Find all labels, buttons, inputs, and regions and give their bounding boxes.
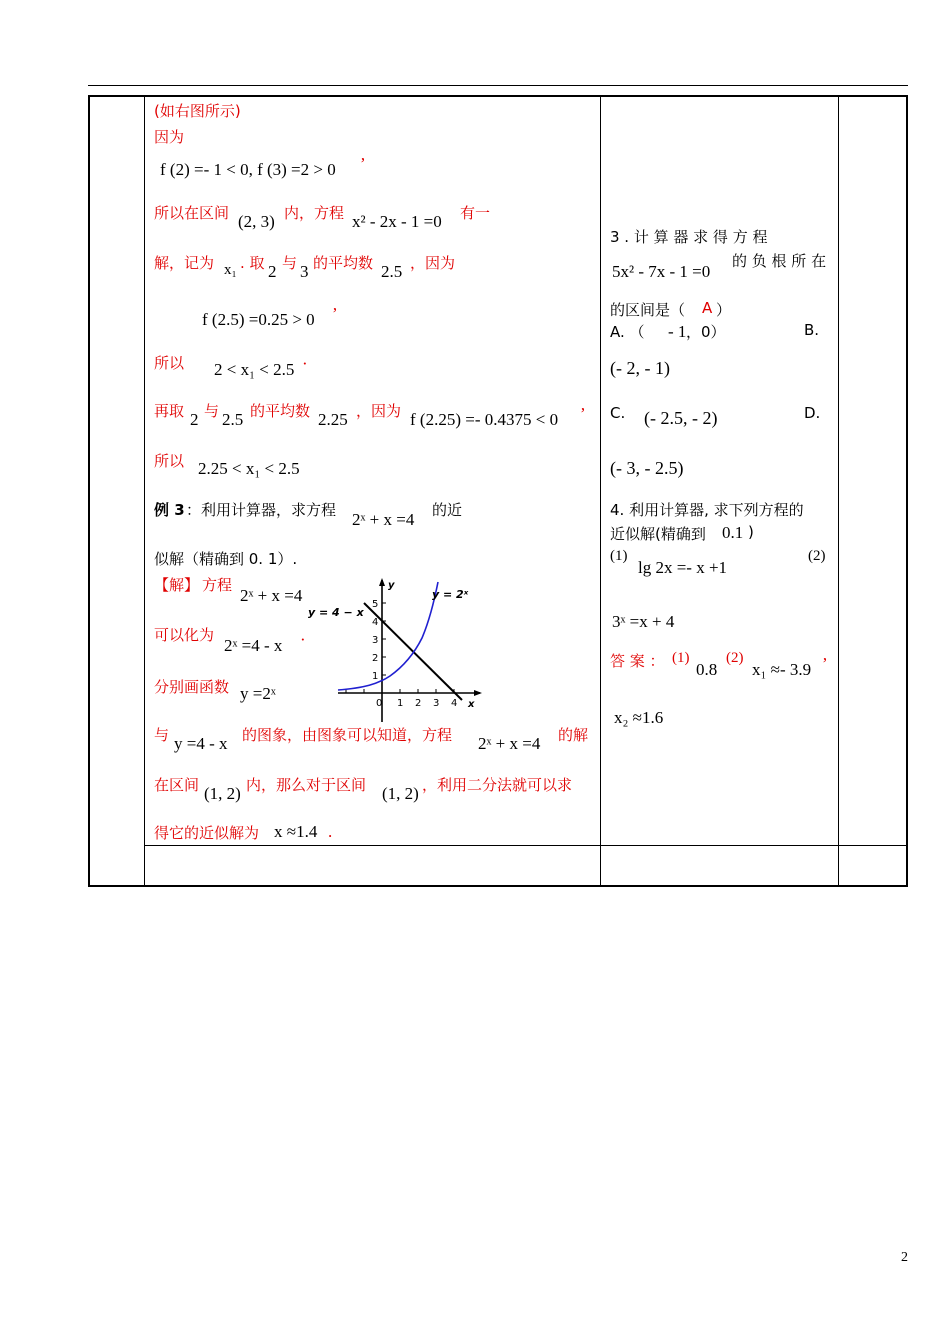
value-2: 2: [268, 262, 277, 281]
dot-mark: .: [328, 822, 333, 841]
closing-paren: ）: [716, 301, 732, 319]
option-a-rest: ，0）: [686, 323, 726, 341]
x1-symbol: x₁: [224, 262, 237, 278]
example-3-label: 例 3: [154, 501, 185, 519]
table-col-divider-2: [600, 95, 601, 887]
page-number: 2: [901, 1250, 908, 1265]
example-3-text: ：利用计算器，求方程: [186, 501, 337, 519]
table-right-border: [906, 95, 908, 887]
y-tick-4: 4: [372, 617, 379, 628]
because-label: 因为: [154, 128, 185, 146]
question-4-precision: 近似解(精确到: [610, 525, 706, 543]
func-linear: y =4 - x: [174, 734, 228, 753]
dot-mark: ·: [302, 354, 308, 373]
interval-1-2: (1, 2): [382, 784, 419, 803]
x-tick-4: 4: [451, 698, 458, 709]
in-interval-text: 在区间: [154, 776, 200, 794]
eq-lg: lg 2x =- x +1: [638, 558, 728, 577]
graph-conclusion-text: 的图象，由图象可以知道，方程: [242, 726, 453, 744]
and-text: 与: [282, 254, 298, 272]
eq-exp-sum: 2ˣ + x =4: [478, 734, 541, 753]
option-a-neg1: - 1: [668, 322, 687, 341]
question-4-text: 4. 利用计算器, 求下列方程的: [610, 501, 804, 519]
answer-label: 答 案 ：: [610, 652, 665, 670]
comma-mark: ’: [580, 404, 586, 423]
value-2-5: 2.5: [381, 262, 403, 281]
answer-item-2: (2): [726, 650, 744, 666]
value-3: 3: [300, 262, 309, 281]
table-row-divider: [144, 845, 906, 846]
precision-value: 0.1: [722, 523, 744, 542]
note-see-figure: (如右图所示): [154, 102, 241, 120]
table-col-divider-1: [144, 95, 145, 887]
y-tick-1: 1: [372, 671, 379, 682]
x-tick-1: 1: [397, 698, 404, 709]
has-one-text: 有一: [460, 204, 491, 222]
interval-is-text: 的区间是（: [610, 301, 686, 319]
label-y-4-minus-x: y = 4 − x: [308, 606, 364, 619]
closing-paren: ): [748, 523, 754, 541]
comma-mark: ’: [360, 154, 366, 173]
table-left-border: [88, 95, 90, 887]
option-b-value: (- 2, - 1): [610, 358, 670, 378]
comma-mark: ’: [332, 304, 338, 323]
take-again-text: 再取: [154, 402, 185, 420]
eq-exp-sum: 2ˣ + x =4: [352, 510, 415, 529]
func-exp: y =2ˣ: [240, 684, 276, 703]
average-text: 的平均数: [313, 254, 374, 272]
dot-mark: ·: [300, 630, 306, 649]
eq-exp-linear: 2ˣ =4 - x: [224, 636, 283, 655]
table-col-divider-3: [838, 95, 839, 887]
header-rule: [88, 85, 908, 86]
y-axis-label: y: [388, 580, 395, 591]
y-tick-3: 3: [372, 635, 379, 646]
average-text: 的平均数: [250, 402, 311, 420]
because-text: ，因为: [410, 254, 456, 272]
table-top-border: [88, 95, 908, 97]
eq-quadratic: x² - 2x - 1 =0: [352, 212, 442, 231]
ineq-2-25-2-5: 2.25 < x₁ < 2.5: [198, 459, 300, 478]
answer-a: A: [702, 299, 713, 317]
eq-5x2: 5x² - 7x - 1 =0: [612, 262, 711, 281]
graph-y-arrow: [379, 578, 385, 586]
item-1-label: (1): [610, 548, 628, 564]
for-interval-text: 内，那么对于区间: [246, 776, 367, 794]
draw-functions-text: 分别画函数: [154, 678, 230, 696]
bisection-text: ，利用二分法就可以求: [422, 776, 573, 794]
option-d-value: (- 3, - 2.5): [610, 458, 684, 478]
y-tick-2: 2: [372, 653, 379, 664]
answer-item-1: (1): [672, 650, 690, 666]
interval-2-3: (2, 3): [238, 212, 275, 231]
interval-1-2: (1, 2): [204, 784, 241, 803]
eq-f2-25: f (2.25) =- 0.4375 < 0: [410, 410, 559, 429]
equation-label: 方程: [202, 576, 233, 594]
y-tick-5: 5: [372, 599, 379, 610]
ineq-2-2-5: 2 < x₁ < 2.5: [214, 360, 295, 379]
answer-x2: x₂ ≈1.6: [614, 708, 664, 727]
transform-text: 可以化为: [154, 626, 215, 644]
curve-2-pow-x: [338, 582, 438, 690]
interval-text: 所以在区间: [154, 204, 230, 222]
value-2-5: 2.5: [222, 410, 244, 429]
option-c-label: C.: [610, 404, 626, 422]
approx-solution-text: 似解（精确到 0. 1）.: [154, 550, 298, 568]
negative-root-text: 的 负 根 所 在: [732, 252, 827, 270]
take-text: . 取: [240, 254, 265, 272]
option-a-label: A. （: [610, 323, 645, 341]
answer-0-8: 0.8: [696, 660, 718, 679]
because-text: ，因为: [356, 402, 402, 420]
eq-3x: 3ˣ =x + 4: [612, 612, 675, 631]
option-d-label: D.: [804, 404, 821, 422]
comma-mark: ’: [822, 654, 828, 673]
therefore-text: 所以: [154, 452, 185, 470]
and-text: 与: [154, 726, 170, 744]
eq-f2-5: f (2.5) =0.25 > 0: [202, 310, 315, 329]
solution-text: 解，记为: [154, 254, 215, 272]
question-3-text: 3 . 计 算 器 求 得 方 程: [610, 228, 768, 246]
result-x-1-4: x ≈1.4: [274, 822, 318, 841]
x-tick-2: 2: [415, 698, 422, 709]
x-tick-3: 3: [433, 698, 440, 709]
therefore-text: 所以: [154, 354, 185, 372]
option-c-value: (- 2.5, - 2): [644, 408, 718, 428]
label-y-2-pow-x: y = 2ˣ: [432, 588, 469, 601]
equation-label: 内，方程: [284, 204, 345, 222]
table-bottom-border: [88, 885, 908, 887]
option-b-label: B.: [804, 321, 820, 339]
answer-x1: x₁ ≈- 3.9: [752, 660, 812, 679]
eq-f2-f3: f (2) =- 1 < 0, f (3) =2 > 0: [160, 160, 336, 179]
line-4-minus-x: [364, 603, 462, 700]
solution-of-text: 的解: [558, 726, 589, 744]
solution-label: 【解】: [154, 576, 200, 594]
graph-x-arrow: [474, 690, 482, 696]
function-graph-figure: [308, 576, 484, 724]
near-text: 的近: [432, 501, 463, 519]
approx-result-text: 得它的近似解为: [154, 824, 260, 842]
eq-exp-sum: 2ˣ + x =4: [240, 586, 303, 605]
origin-label: 0: [376, 698, 383, 709]
item-2-label: (2): [808, 548, 826, 564]
value-2: 2: [190, 410, 199, 429]
x-axis-label: x: [468, 699, 475, 710]
value-2-25: 2.25: [318, 410, 348, 429]
and-text: 与: [204, 402, 220, 420]
